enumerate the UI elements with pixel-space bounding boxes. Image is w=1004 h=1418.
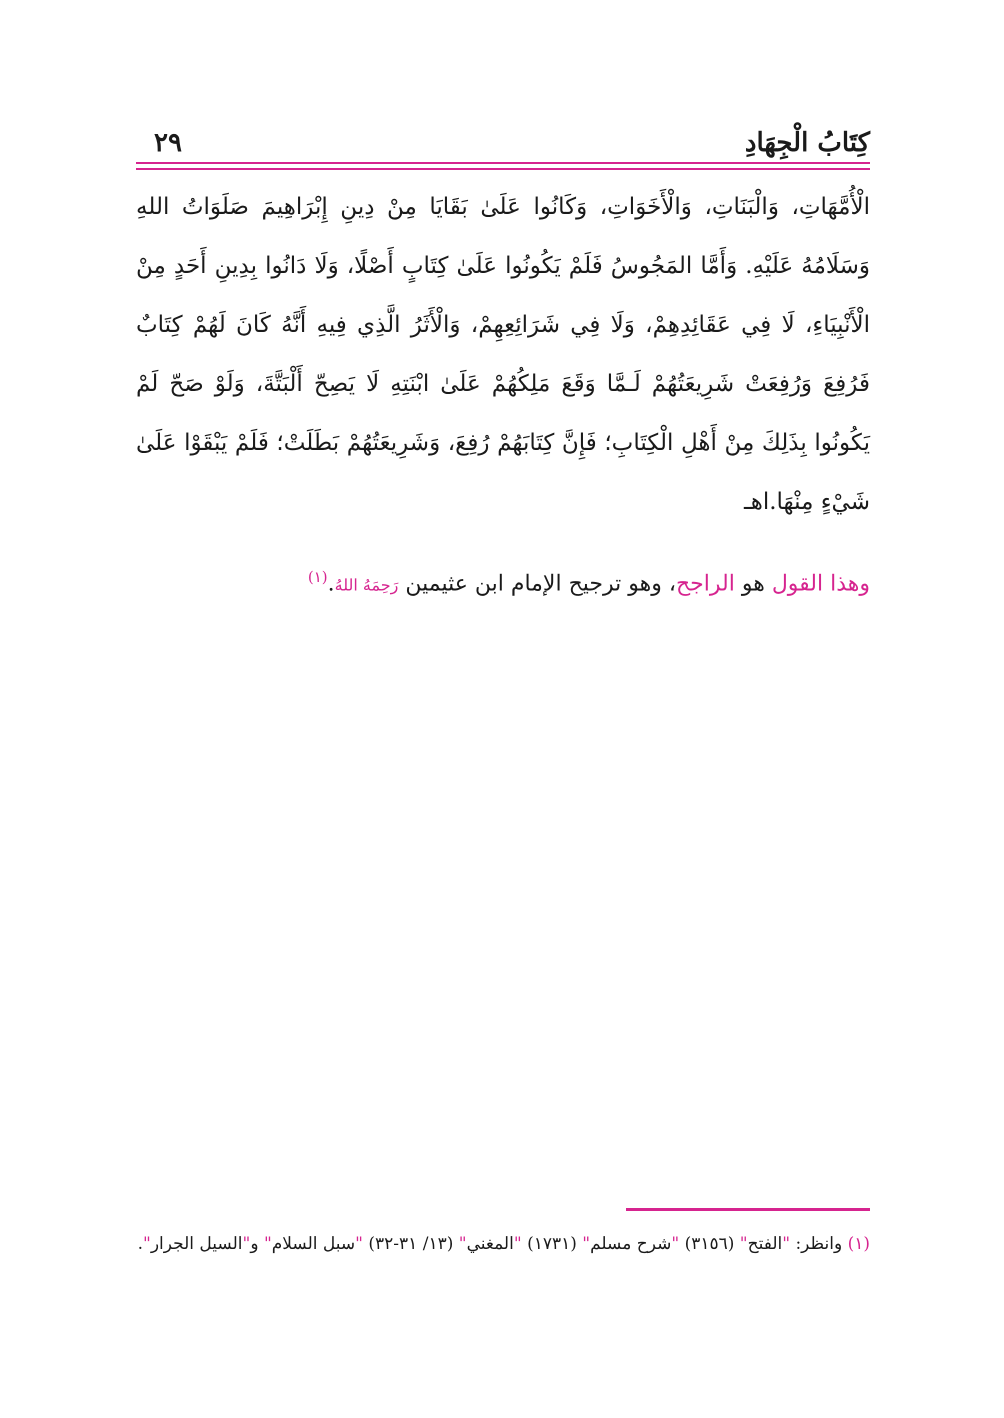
quoted-paragraph: الْأُمَّهَاتِ، وَالْبَنَاتِ، وَالْأَخَوَاتِ، وَكَانُوا عَلَىٰ بَقَايَا مِنْ دِينِ إِبْرَاهِيمَ صَلَوَاتُ اللهِ وَسَلَامُهُ عَلَيْهِ. وَأَمَّا المَجُوسُ فَلَمْ يَكُونُوا عَلَىٰ كِتَابٍ أَصْلًا، وَلَا دَانُوا بِدِينِ أَحَدٍ مِنْ الْأَنْبِيَاءِ، لَا فِي عَقَائِدِهِمْ، وَلَا فِي شَرَائِعِهِمْ، وَالْأَثَرُ الَّذِي فِيهِ أَنَّهُ كَانَ لَهُمْ كِتَابٌ فَرُفِعَ وَرُفِعَتْ شَرِيعَتُهُمْ لَـمَّا وَقَعَ مَلِكُهُمْ عَلَىٰ ابْنَتِهِ لَا يَصِحّ أَلْبَتَّةَ، وَلَوْ صَحّ لَمْ يَكُونُوا بِذَلِكَ مِنْ أَهْلِ الْكِتَابِ؛ فَإِنَّ كِتَابَهُمْ رُفِعَ، وَشَرِيعَتُهُمْ بَطَلَتْ؛ فَلَمْ يَبْقَوْا عَلَىٰ شَيْءٍ مِنْهَا.اهـ <box>136 194 870 515</box>
footnote-marker: (١) <box>847 1234 870 1254</box>
conclusion-term: الراجح <box>675 571 735 597</box>
conclusion-line <box>136 555 870 607</box>
conclusion-end: . <box>327 571 335 597</box>
footnote-ref-title: الفتح <box>747 1234 783 1254</box>
footnote-ref-title: سبل السلام <box>271 1234 356 1254</box>
main-text <box>136 178 870 532</box>
conclusion-lead: وهذا القول <box>771 571 870 597</box>
footnote-ref-title: المغني <box>466 1234 514 1254</box>
footnote-ref-loc: (١٣/ ٣١-٣٢) <box>368 1234 454 1254</box>
conclusion-connector: هو <box>741 571 765 597</box>
footnote-ref-loc: (٣١٥٦) <box>684 1234 735 1254</box>
header-divider-bottom <box>136 168 870 170</box>
header-divider-top <box>136 162 870 164</box>
conclusion-remainder: ، وهو ترجيح الإمام ابن عثيمين <box>405 571 676 597</box>
page-header <box>136 124 870 170</box>
footnote-ref-title: شرح مسلم <box>590 1234 672 1254</box>
page-number: ٢٩ <box>154 128 182 158</box>
chapter-title: كِتَابُ الْجِهَادِ <box>744 128 870 158</box>
footnote-end: . <box>137 1234 143 1254</box>
footnote-prefix: وانظر: <box>795 1234 843 1254</box>
honorific-glyph: رَحِمَهُ اللهُ <box>334 575 399 595</box>
footnote-reference[interactable]: (١) <box>307 568 328 586</box>
footnote-ref-loc: (١٧٣١) <box>527 1234 577 1254</box>
footnote-joiner: و <box>250 1234 259 1254</box>
footnote-ref-title: السيل الجرار <box>150 1234 243 1254</box>
footnote-divider <box>626 1208 870 1211</box>
footnote: (١) وانظر: "الفتح" (٣١٥٦) "شرح مسلم" (١٧٣١) "المغني" (١٣/ ٣١-٣٢) "سبل السلام" و"السيل الجرار". <box>137 1234 870 1254</box>
